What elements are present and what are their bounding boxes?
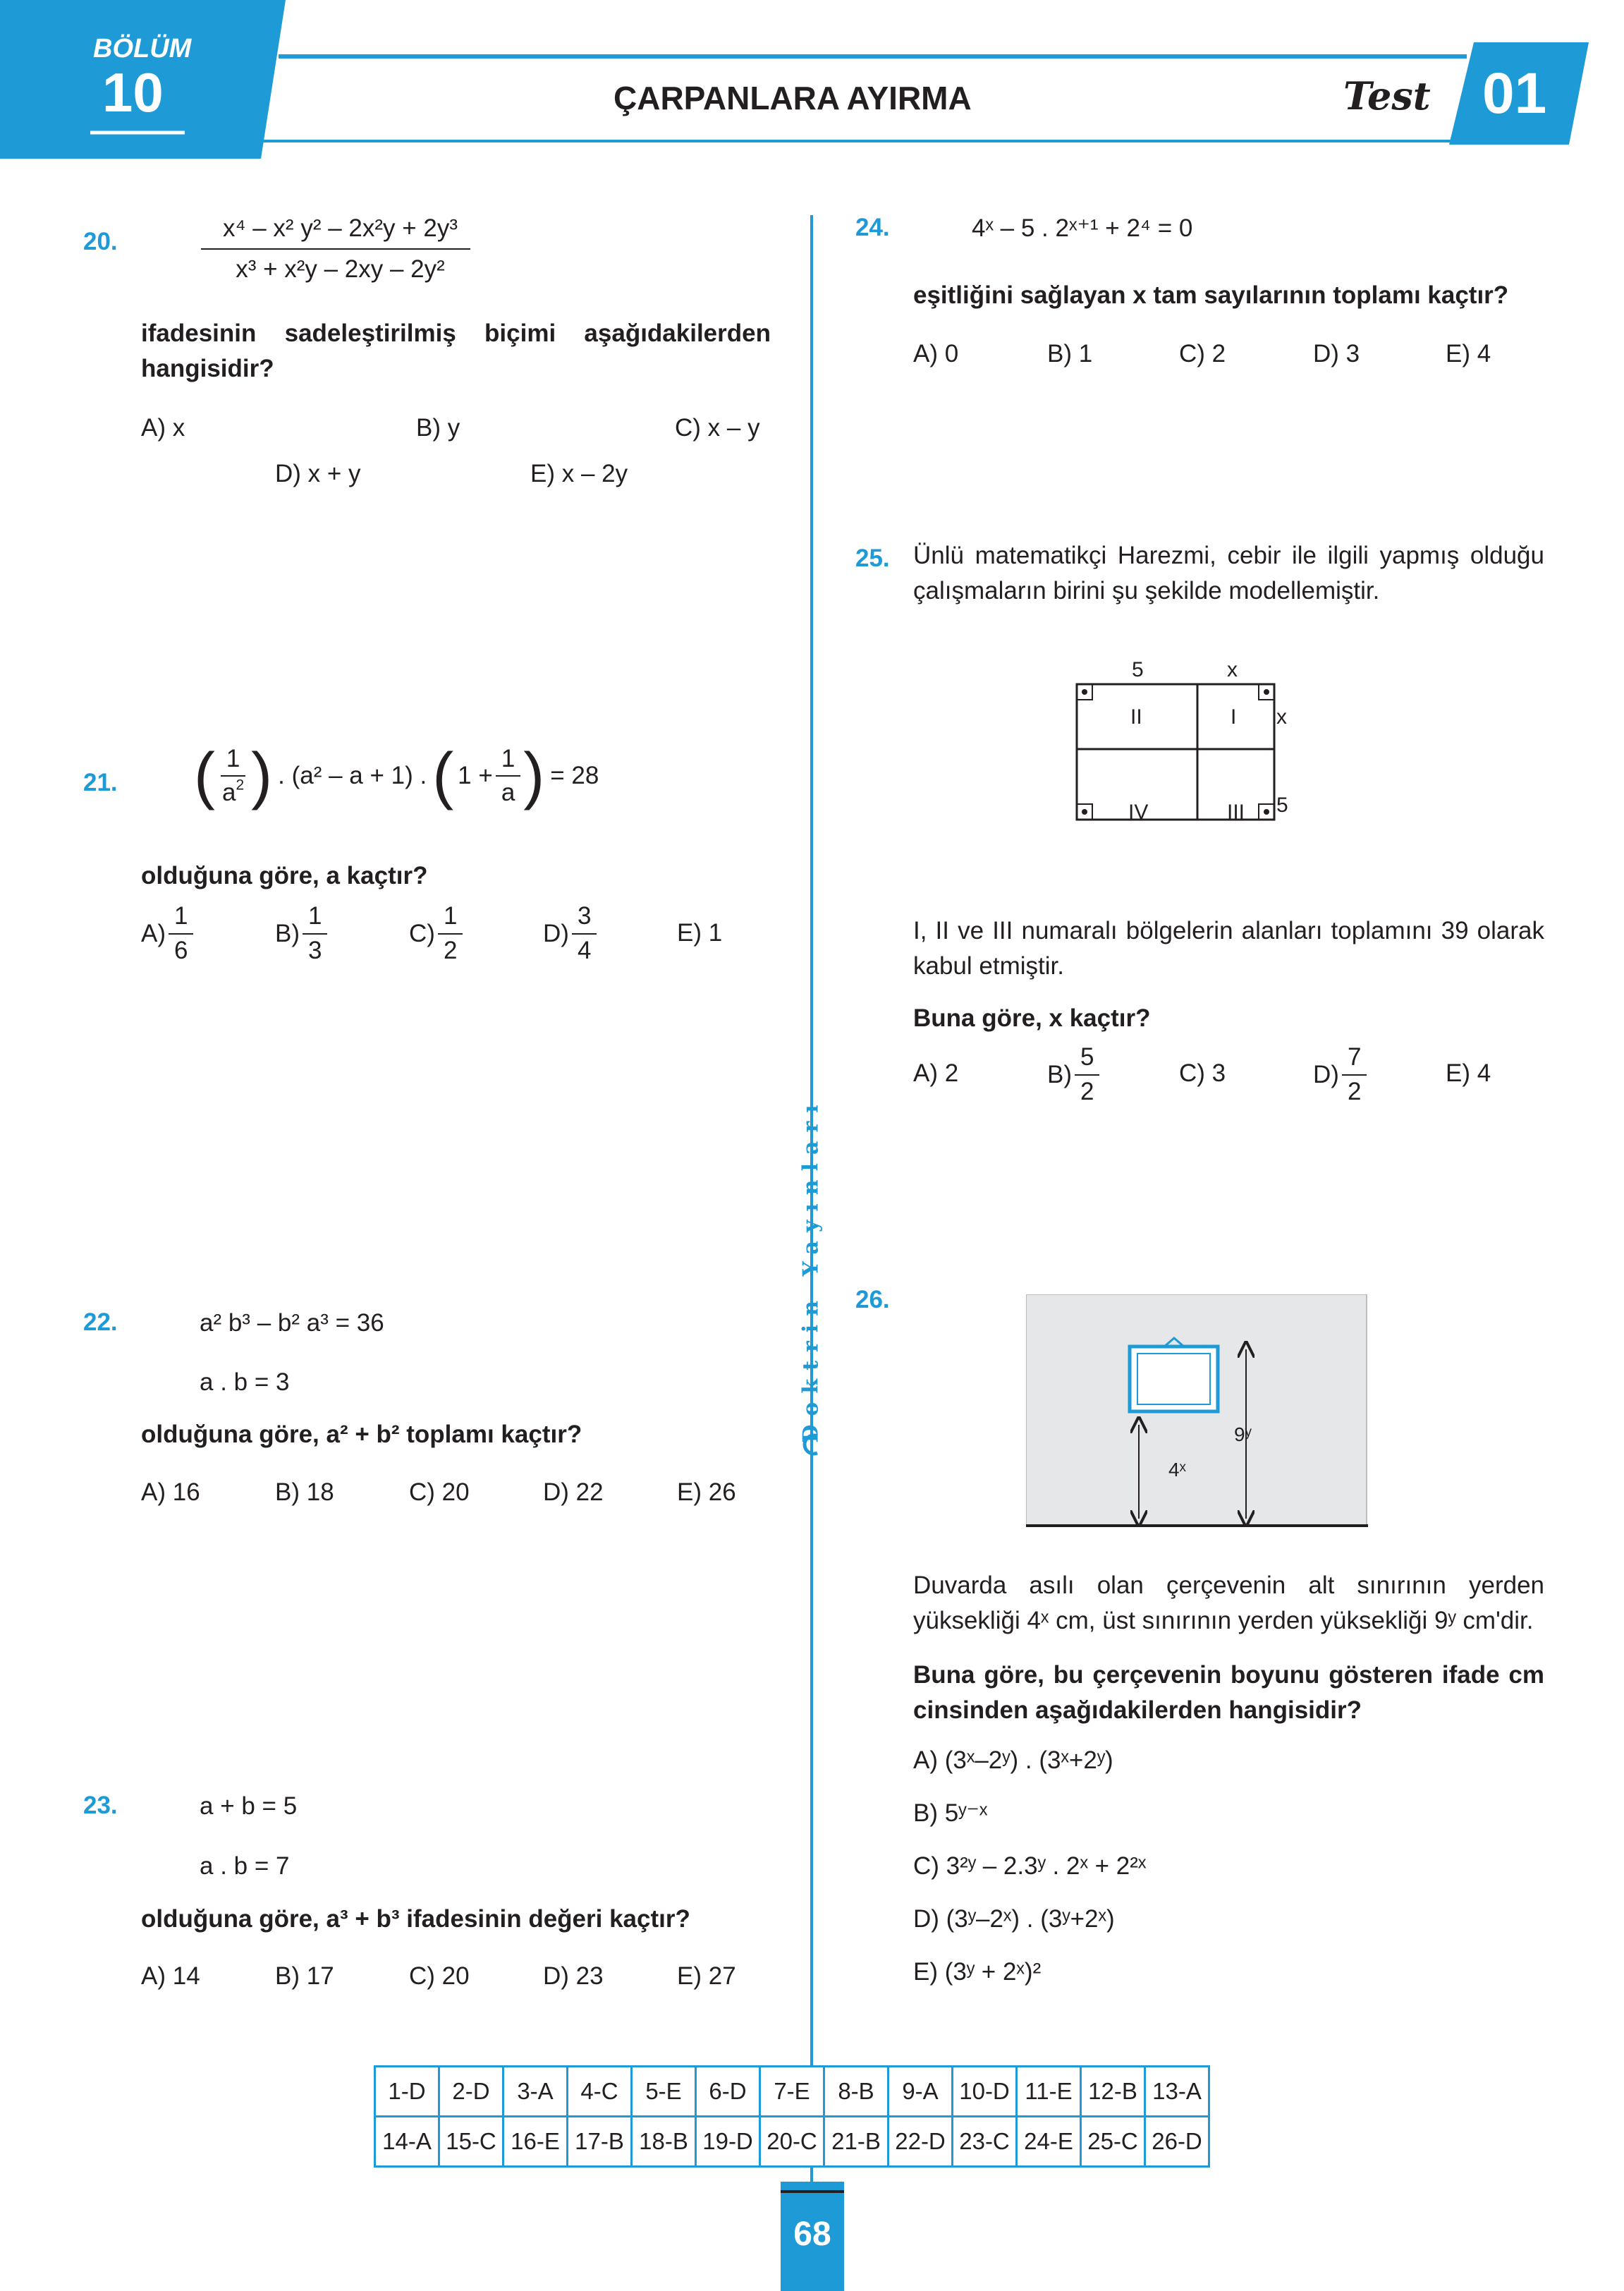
wall-frame-figure [1026, 1294, 1368, 1531]
fraction-bar [201, 248, 470, 250]
answer-key-cell: 14-A [375, 2117, 439, 2167]
q23-equation-2: a . b = 7 [200, 1852, 290, 1880]
choice-d[interactable]: D) 22 [543, 1478, 604, 1506]
question-number: 23. [83, 1792, 118, 1819]
choice-c[interactable]: C) x – y [675, 414, 760, 442]
q21-equation-middle: . (a² – a + 1) . [278, 762, 427, 790]
answer-key-cell: 6-D [696, 2067, 760, 2117]
choice-b[interactable]: B) y [416, 414, 460, 442]
figure-label-top-5: 5 [1132, 658, 1144, 681]
answer-key-cell: 13-A [1145, 2067, 1209, 2117]
answer-key-cell: 10-D [953, 2067, 1017, 2117]
answer-key-cell: 5-E [632, 2067, 696, 2117]
region-label-ii: II [1130, 705, 1142, 729]
question-number: 20. [83, 228, 118, 255]
q21-stem: olduğuna göre, a kaçtır? [141, 862, 428, 889]
page-title: ÇARPANLARA AYIRMA [613, 80, 972, 116]
choice-a[interactable]: A) 16 [141, 1478, 200, 1506]
q24-stem: eşitliğini sağlayan x tam sayılarının toplamı kaçtır? [913, 281, 1509, 309]
harezmi-square-figure [1065, 656, 1326, 868]
answer-key-row [375, 2117, 1209, 2167]
q20-denominator: x³ + x²y – 2xy – 2y² [236, 255, 445, 283]
answer-key-cell: 1-D [375, 2067, 439, 2117]
q22-equation-2: a . b = 3 [200, 1368, 290, 1396]
choice-e[interactable]: E) (3ʸ + 2ˣ)² [913, 1958, 1042, 1986]
q22-equation-1: a² b³ – b² a³ = 36 [200, 1309, 384, 1337]
question-number: 26. [855, 1286, 890, 1313]
bolum-number: 10 [102, 61, 164, 123]
q26-stem: Buna göre, bu çerçevenin boyunu gösteren ifade cm cinsinden aşağıdakilerden hangisidir? [913, 1661, 1544, 1724]
answer-key-cell: 18-B [632, 2117, 696, 2167]
figure-label-4x: 4ˣ [1168, 1459, 1186, 1481]
q23-stem: olduğuna göre, a³ + b³ ifadesinin değeri kaçtır? [141, 1905, 690, 1933]
question-number: 21. [83, 769, 118, 796]
answer-key-table [374, 2065, 1210, 2168]
choice-b[interactable]: B) $\frac{1}{3}$ [275, 903, 330, 964]
choice-c[interactable]: C) 20 [409, 1962, 470, 1990]
choice-e[interactable]: E) 4 [1446, 1059, 1491, 1087]
answer-key-cell: 21-B [824, 2117, 889, 2167]
choice-c[interactable]: C) 3²ʸ – 2.3ʸ . 2ˣ + 2²ˣ [913, 1852, 1147, 1880]
answer-key-cell: 9-A [889, 2067, 953, 2117]
answer-key-cell: 12-B [1081, 2067, 1145, 2117]
answer-key-cell: 7-E [760, 2067, 824, 2117]
choice-e[interactable]: E) 1 [677, 919, 723, 947]
bolum-label: BÖLÜM [93, 34, 192, 63]
answer-key-cell: 3-A [503, 2067, 568, 2117]
answer-key-cell: 20-C [760, 2117, 824, 2167]
choice-a[interactable]: A) 14 [141, 1962, 200, 1990]
question-number: 22. [83, 1308, 118, 1336]
choice-a[interactable]: A) x [141, 414, 185, 442]
answer-key-row [375, 2067, 1209, 2117]
answer-key-cell: 19-D [696, 2117, 760, 2167]
choice-b[interactable]: B) 1 [1047, 340, 1093, 367]
choice-d[interactable]: D) $\frac{7}{2}$ [1313, 1044, 1369, 1105]
choice-d[interactable]: D) x + y [275, 460, 361, 487]
answer-key-cell: 23-C [953, 2117, 1017, 2167]
answer-key-cell: 15-C [439, 2117, 503, 2167]
q21-equation: ( $\frac{1}{a^2}$ ) . (a² – a + 1) . ( 1 + $\frac{1}{a}$ ) = 28 [194, 741, 599, 811]
answer-key-cell: 16-E [503, 2117, 568, 2167]
q24-equation: 4ˣ – 5 . 2ˣ⁺¹ + 2⁴ = 0 [972, 214, 1193, 242]
choice-e[interactable]: E) 4 [1446, 340, 1491, 367]
q25-body: I, II ve III numaralı bölgelerin alanları toplamını 39 olarak kabul etmiştir. [913, 917, 1544, 980]
region-label-i: I [1231, 705, 1237, 729]
choice-a[interactable]: A) (3ˣ–2ʸ) . (3ˣ+2ʸ) [913, 1746, 1113, 1774]
figure-label-9y: 9ʸ [1234, 1423, 1252, 1445]
test-label: Test [1343, 73, 1431, 119]
region-label-iii: III [1227, 801, 1245, 824]
test-number: 01 [1482, 61, 1547, 126]
choice-c[interactable]: C) 3 [1179, 1059, 1226, 1087]
answer-key-cell: 11-E [1017, 2067, 1081, 2117]
choice-d[interactable]: D) (3ʸ–2ˣ) . (3ʸ+2ˣ) [913, 1905, 1115, 1933]
answer-key-cell: 8-B [824, 2067, 889, 2117]
choice-c[interactable]: C) 20 [409, 1478, 470, 1506]
choice-a[interactable]: A) 2 [913, 1059, 959, 1087]
region-label-iv: IV [1128, 801, 1149, 824]
answer-key-cell: 17-B [568, 2117, 632, 2167]
q22-stem: olduğuna göre, a² + b² toplamı kaçtır? [141, 1421, 582, 1448]
answer-key-cell: 4-C [568, 2067, 632, 2117]
page-number: 68 [793, 2216, 831, 2253]
choice-b[interactable]: B) $\frac{5}{2}$ [1047, 1044, 1102, 1105]
choice-a[interactable]: A) 0 [913, 340, 959, 367]
choice-e[interactable]: E) 26 [677, 1478, 736, 1506]
publisher-vertical-label: Doktrin Yayınları [798, 1096, 824, 1443]
choice-d[interactable]: D) $\frac{3}{4}$ [543, 903, 599, 964]
choice-b[interactable]: B) 18 [275, 1478, 334, 1506]
choice-c[interactable]: C) 2 [1179, 340, 1226, 367]
q25-intro: Ünlü matematikçi Harezmi, cebir ile ilgili yapmış olduğu çalışmaların birini şu şekilde modellemiştir. [913, 542, 1544, 604]
choice-b[interactable]: B) 5ʸ⁻ˣ [913, 1799, 988, 1827]
choice-b[interactable]: B) 17 [275, 1962, 334, 1990]
q25-stem: Buna göre, x kaçtır? [913, 1004, 1151, 1032]
choice-d[interactable]: D) 23 [543, 1962, 604, 1990]
figure-label-top-x: x [1227, 658, 1238, 681]
q23-equation-1: a + b = 5 [200, 1792, 298, 1820]
question-number: 24. [855, 214, 890, 241]
figure-label-side-5: 5 [1276, 794, 1288, 817]
publisher-logo-icon [799, 1432, 824, 1457]
answer-key-cell: 25-C [1081, 2117, 1145, 2167]
choice-d[interactable]: D) 3 [1313, 340, 1360, 367]
answer-key-cell: 26-D [1145, 2117, 1209, 2167]
choice-c[interactable]: C) $\frac{1}{2}$ [409, 903, 465, 964]
q20-numerator: x⁴ – x² y² – 2x²y + 2y³ [222, 214, 458, 242]
answer-key-cell: 2-D [439, 2067, 503, 2117]
answer-key-cell: 22-D [889, 2117, 953, 2167]
q20-stem: ifadesinin sadeleştirilmiş biçimi aşağıdakilerden hangisidir? [141, 320, 771, 382]
q21-equation-rhs: = 28 [550, 762, 599, 790]
answer-key-cell: 24-E [1017, 2117, 1081, 2167]
q26-body: Duvarda asılı olan çerçevenin alt sınırının yerden yüksekliği 4ˣ cm, üst sınırının yerden yüksekliği 9ʸ cm'dir. [913, 1572, 1544, 1634]
page-number-rule [781, 2190, 844, 2193]
figure-label-side-x: x [1276, 705, 1287, 729]
choice-e[interactable]: E) 27 [677, 1962, 736, 1990]
question-number: 25. [855, 545, 890, 572]
choice-e[interactable]: E) x – 2y [530, 460, 628, 487]
choice-a[interactable]: A) $\frac{1}{6}$ [141, 903, 196, 964]
